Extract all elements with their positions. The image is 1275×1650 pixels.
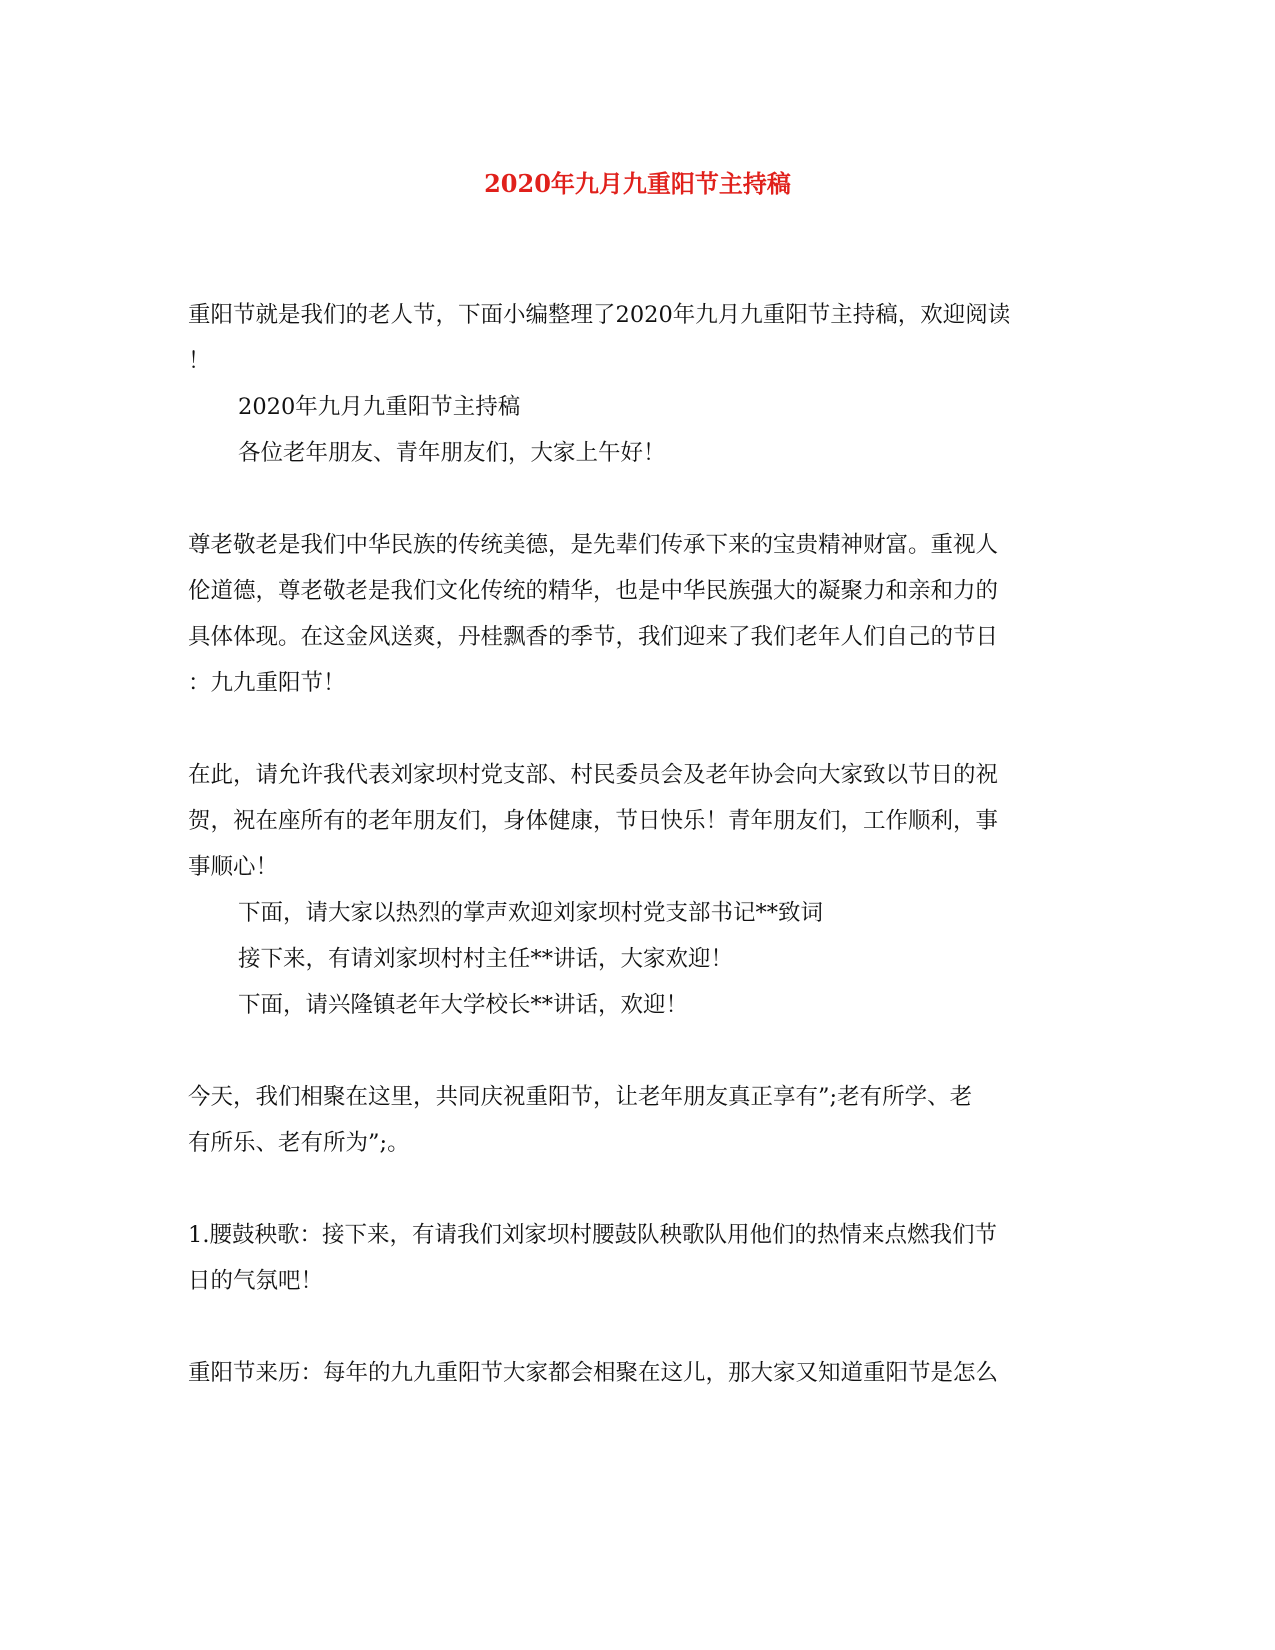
- paragraph-line: 接下来，有请刘家坝村村主任**讲话，大家欢迎！: [238, 946, 734, 972]
- paragraph-line: 有所乐、老有所为”;。: [188, 1130, 410, 1156]
- paragraph-line: 日的气氛吧！: [188, 1268, 324, 1294]
- paragraph-line: 2020年九月九重阳节主持稿: [238, 394, 521, 420]
- paragraph-line: 今天，我们相聚在这里，共同庆祝重阳节，让老年朋友真正享有”;老有所学、老: [188, 1084, 973, 1110]
- paragraph-line: 伦道德，尊老敬老是我们文化传统的精华，也是中华民族强大的凝聚力和亲和力的: [188, 578, 999, 604]
- paragraph-line: 贺，祝在座所有的老年朋友们，身体健康，节日快乐！青年朋友们，工作顺利，事: [188, 808, 999, 834]
- paragraph-line: 1.腰鼓秧歌：接下来，有请我们刘家坝村腰鼓队秧歌队用他们的热情来点燃我们节: [188, 1222, 997, 1248]
- paragraph-line: 事顺心！: [188, 854, 279, 880]
- paragraph-line: 尊老敬老是我们中华民族的传统美德，是先辈们传承下来的宝贵精神财富。重视人: [188, 532, 999, 558]
- paragraph-line: 重阳节就是我们的老人节，下面小编整理了2020年九月九重阳节主持稿，欢迎阅读: [188, 302, 1011, 328]
- paragraph-line: ！: [188, 348, 211, 374]
- document-title: 2020年九月九重阳节主持稿: [484, 169, 791, 198]
- paragraph-line: 下面，请大家以热烈的掌声欢迎刘家坝村党支部书记**致词: [238, 900, 824, 926]
- paragraph-line: 具体体现。在这金风送爽，丹桂飘香的季节，我们迎来了我们老年人们自己的节日: [188, 624, 999, 650]
- paragraph-line: 在此，请允许我代表刘家坝村党支部、村民委员会及老年协会向大家致以节日的祝: [188, 762, 999, 788]
- paragraph-line: 下面，请兴隆镇老年大学校长**讲话，欢迎！: [238, 992, 689, 1018]
- paragraph-line: 重阳节来历：每年的九九重阳节大家都会相聚在这儿，那大家又知道重阳节是怎么: [188, 1360, 999, 1386]
- paragraph-line: 各位老年朋友、青年朋友们，大家上午好！: [238, 440, 666, 466]
- paragraph-line: ：九九重阳节！: [188, 670, 346, 696]
